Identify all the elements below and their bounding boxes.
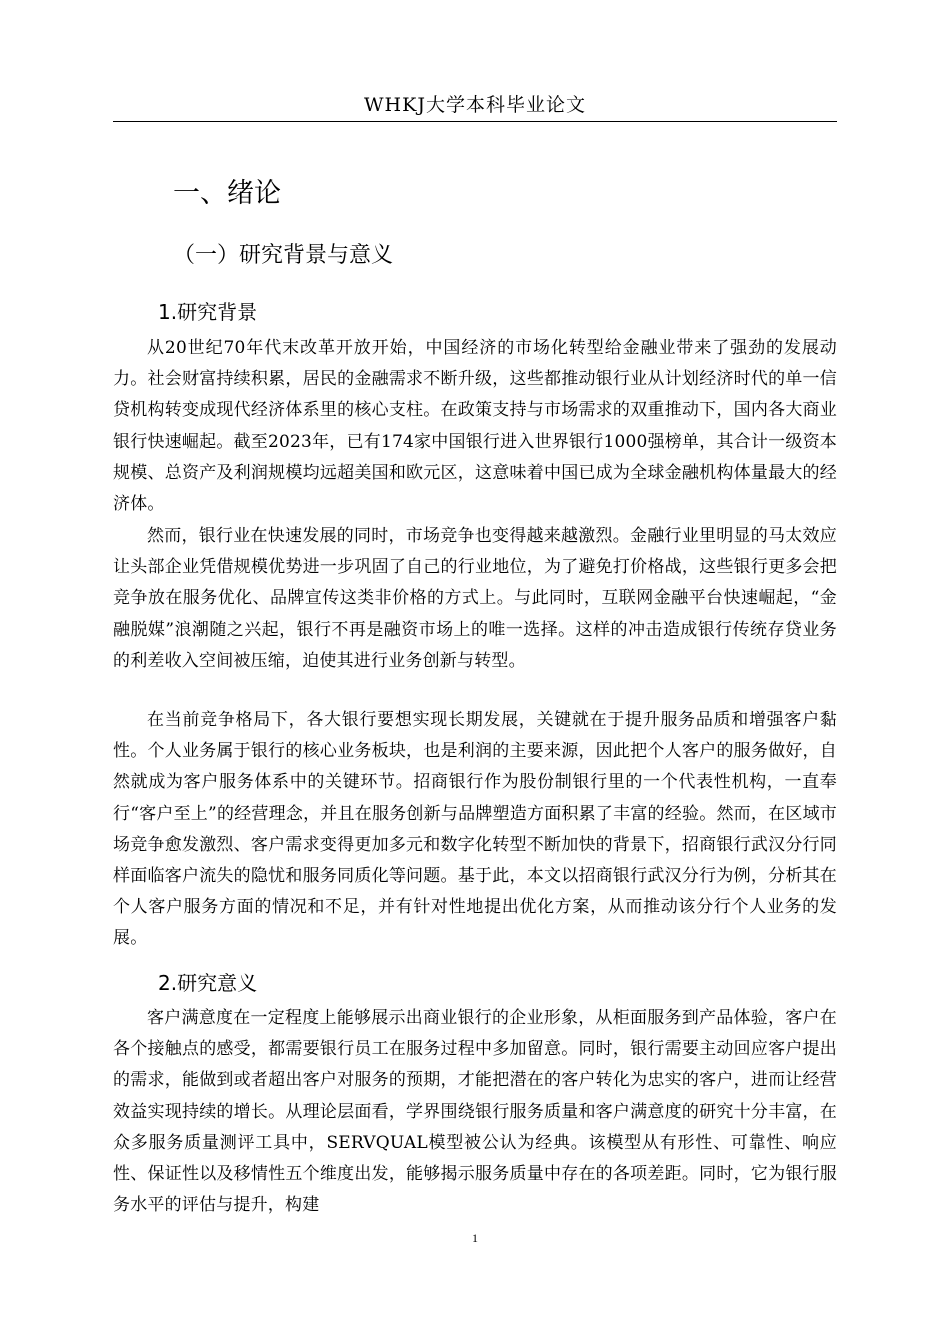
subsection-title-background: 1.研究背景 [158,300,258,324]
section-title: （一）研究背景与意义 [173,243,394,268]
header-rule [113,121,837,122]
chapter-title: 一、绪论 [173,178,281,209]
running-header: WHKJ大学本科毕业论文 [364,94,586,116]
paragraph-background-1: 从20世纪70年代末改革开放开始，中国经济的市场化转型给金融业带来了强劲的发展动力。社会财富持续积累，居民的金融需求不断升级，这些都推动银行业从计划经济时代的单一信贷机构转变成现代经济体系里的核心支柱。在政策支持与市场需求的双重推动下，国内各大商业银行快速崛起。截至2023年，已有174家中国银行进入世界银行1000强榜单，其合计一级资本规模、总资产及利润规模均远超美国和欧元区，这意味着中国已成为全球金融机构体量最大的经济体。 [113,338,837,515]
paragraph-background-2: 然而，银行业在快速发展的同时，市场竞争也变得越来越激烈。金融行业里明显的马太效应让头部企业凭借规模优势进一步巩固了自己的行业地位，为了避免打价格战，这些银行更多会把竞争放在服务优化、品牌宣传这类非价格的方式上。与此同时，互联网金融平台快速崛起，“金融脱媒”浪潮随之兴起，银行不再是融资市场上的唯一选择。这样的冲击造成银行传统存贷业务的利差收入空间被压缩，迫使其进行业务创新与转型。 [113,526,837,671]
paragraph-background-3: 在当前竞争格局下，各大银行要想实现长期发展，关键就在于提升服务品质和增强客户黏性。个人业务属于银行的核心业务板块，也是利润的主要来源，因此把个人客户的服务做好，自然就成为客户服务体系中的关键环节。招商银行作为股份制银行里的一个代表性机构，一直奉行“客户至上”的经营理念，并且在服务创新与品牌塑造方面积累了丰富的经验。然而，在区域市场竞争愈发激烈、客户需求变得更加多元和数字化转型不断加快的背景下，招商银行武汉分行同样面临客户流失的隐忧和服务同质化等问题。基于此，本文以招商银行武汉分行为例，分析其在个人客户服务方面的情况和不足，并有针对性地提出优化方案，从而推动该分行个人业务的发展。 [113,710,837,949]
paragraph-significance-1: 客户满意度在一定程度上能够展示出商业银行的企业形象，从柜面服务到产品体验，客户在各个接触点的感受，都需要银行员工在服务过程中多加留意。同时，银行需要主动回应客户提出的需求，能做到或者超出客户对服务的预期，才能把潜在的客户转化为忠实的客户，进而让经营效益实现持续的增长。从理论层面看，学界围绕银行服务质量和客户满意度的研究十分丰富，在众多服务质量测评工具中，SERVQUAL模型被公认为经典。该模型从有形性、可靠性、响应性、保证性以及移情性五个维度出发，能够揭示服务质量中存在的各项差距。同时，它为银行服务水平的评估与提升，构建 [113,1008,837,1216]
subsection-title-significance: 2.研究意义 [158,971,258,995]
page-number: 1 [472,1231,478,1245]
